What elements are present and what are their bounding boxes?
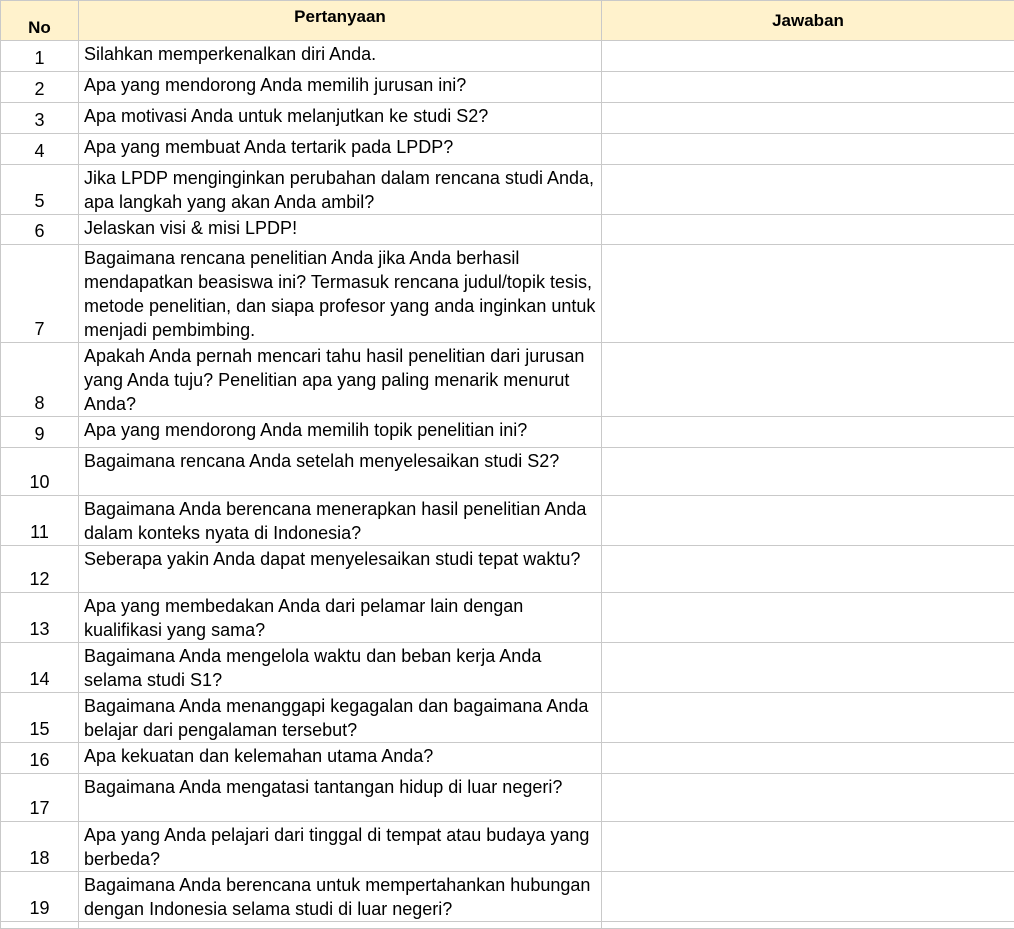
cell-pertanyaan[interactable]: Bagaimana Anda berencana untuk mempertahankan hubungan dengan Indonesia selama studi di luar negeri? [79, 872, 602, 922]
header-jawaban[interactable]: Jawaban [602, 1, 1014, 41]
cell-pertanyaan[interactable]: Apa yang mendorong Anda memilih topik penelitian ini? [79, 417, 602, 448]
cell-no[interactable]: 7 [1, 245, 79, 343]
cell-no[interactable]: 12 [1, 546, 79, 593]
cell-jawaban[interactable] [602, 743, 1014, 774]
table-row [1, 774, 1014, 822]
table-row [1, 165, 1014, 215]
header-no[interactable]: No [1, 1, 79, 41]
cell-no[interactable]: 13 [1, 593, 79, 643]
table-row [1, 343, 1014, 417]
cell-no[interactable]: 15 [1, 693, 79, 743]
cell-jawaban[interactable] [602, 103, 1014, 134]
cell-jawaban[interactable] [602, 546, 1014, 593]
table-row [1, 872, 1014, 922]
cell-no[interactable]: 10 [1, 448, 79, 496]
cell-pertanyaan[interactable]: Seberapa yakin Anda dapat menyelesaikan studi tepat waktu? [79, 546, 602, 593]
cell-pertanyaan[interactable]: Bagaimana Anda mengelola waktu dan beban kerja Anda selama studi S1? [79, 643, 602, 693]
table-row [1, 41, 1014, 72]
cell-jawaban[interactable] [602, 72, 1014, 103]
cell-pertanyaan[interactable]: Bagaimana Anda menanggapi kegagalan dan bagaimana Anda belajar dari pengalaman tersebut? [79, 693, 602, 743]
table-row [1, 546, 1014, 593]
cell-no[interactable]: 9 [1, 417, 79, 448]
cell-pertanyaan[interactable]: Apa yang mendorong Anda memilih jurusan ini? [79, 72, 602, 103]
cell-no[interactable]: 1 [1, 41, 79, 72]
cell-pertanyaan[interactable] [79, 922, 602, 929]
cell-no[interactable]: 8 [1, 343, 79, 417]
cell-pertanyaan[interactable]: Apakah Anda pernah mencari tahu hasil penelitian dari jurusan yang Anda tuju? Penelitian apa yang paling menarik menurut Anda? [79, 343, 602, 417]
cell-no[interactable]: 18 [1, 822, 79, 872]
cell-jawaban[interactable] [602, 922, 1014, 929]
cell-jawaban[interactable] [602, 822, 1014, 872]
cell-jawaban[interactable] [602, 343, 1014, 417]
table-row-partial [1, 922, 1014, 929]
cell-jawaban[interactable] [602, 872, 1014, 922]
cell-no[interactable] [1, 922, 79, 929]
cell-no[interactable]: 4 [1, 134, 79, 165]
table-row [1, 72, 1014, 103]
cell-jawaban[interactable] [602, 245, 1014, 343]
table-row [1, 593, 1014, 643]
cell-jawaban[interactable] [602, 417, 1014, 448]
cell-jawaban[interactable] [602, 496, 1014, 546]
cell-no[interactable]: 11 [1, 496, 79, 546]
table-row [1, 693, 1014, 743]
table-row [1, 134, 1014, 165]
cell-no[interactable]: 19 [1, 872, 79, 922]
table-row [1, 215, 1014, 245]
cell-pertanyaan[interactable]: Jika LPDP menginginkan perubahan dalam rencana studi Anda, apa langkah yang akan Anda ambil? [79, 165, 602, 215]
cell-pertanyaan[interactable]: Bagaimana rencana Anda setelah menyelesaikan studi S2? [79, 448, 602, 496]
table-row [1, 417, 1014, 448]
cell-no[interactable]: 5 [1, 165, 79, 215]
cell-no[interactable]: 17 [1, 774, 79, 822]
cell-pertanyaan[interactable]: Apa yang membedakan Anda dari pelamar lain dengan kualifikasi yang sama? [79, 593, 602, 643]
table-row [1, 822, 1014, 872]
cell-pertanyaan[interactable]: Bagaimana Anda berencana menerapkan hasil penelitian Anda dalam konteks nyata di Indonesia? [79, 496, 602, 546]
cell-pertanyaan[interactable]: Bagaimana rencana penelitian Anda jika Anda berhasil mendapatkan beasiswa ini? Termasuk rencana judul/topik tesis, metode penelitian, dan siapa profesor yang anda inginkan untuk menjadi pembimbing. [79, 245, 602, 343]
cell-jawaban[interactable] [602, 448, 1014, 496]
table-row [1, 245, 1014, 343]
cell-jawaban[interactable] [602, 774, 1014, 822]
cell-jawaban[interactable] [602, 215, 1014, 245]
cell-pertanyaan[interactable]: Bagaimana Anda mengatasi tantangan hidup di luar negeri? [79, 774, 602, 822]
cell-pertanyaan[interactable]: Apa yang Anda pelajari dari tinggal di tempat atau budaya yang berbeda? [79, 822, 602, 872]
cell-pertanyaan[interactable]: Apa yang membuat Anda tertarik pada LPDP? [79, 134, 602, 165]
cell-pertanyaan[interactable]: Jelaskan visi & misi LPDP! [79, 215, 602, 245]
table-row [1, 743, 1014, 774]
cell-jawaban[interactable] [602, 593, 1014, 643]
header-row [1, 1, 1014, 41]
cell-jawaban[interactable] [602, 41, 1014, 72]
table-row [1, 496, 1014, 546]
header-pertanyaan[interactable]: Pertanyaan [79, 1, 602, 41]
cell-no[interactable]: 3 [1, 103, 79, 134]
cell-jawaban[interactable] [602, 165, 1014, 215]
cell-pertanyaan[interactable]: Apa kekuatan dan kelemahan utama Anda? [79, 743, 602, 774]
table-row [1, 103, 1014, 134]
cell-pertanyaan[interactable]: Apa motivasi Anda untuk melanjutkan ke studi S2? [79, 103, 602, 134]
cell-jawaban[interactable] [602, 134, 1014, 165]
cell-no[interactable]: 6 [1, 215, 79, 245]
cell-jawaban[interactable] [602, 693, 1014, 743]
table-row [1, 643, 1014, 693]
cell-pertanyaan[interactable]: Silahkan memperkenalkan diri Anda. [79, 41, 602, 72]
cell-no[interactable]: 16 [1, 743, 79, 774]
table-row [1, 448, 1014, 496]
cell-no[interactable]: 2 [1, 72, 79, 103]
cell-no[interactable]: 14 [1, 643, 79, 693]
cell-jawaban[interactable] [602, 643, 1014, 693]
